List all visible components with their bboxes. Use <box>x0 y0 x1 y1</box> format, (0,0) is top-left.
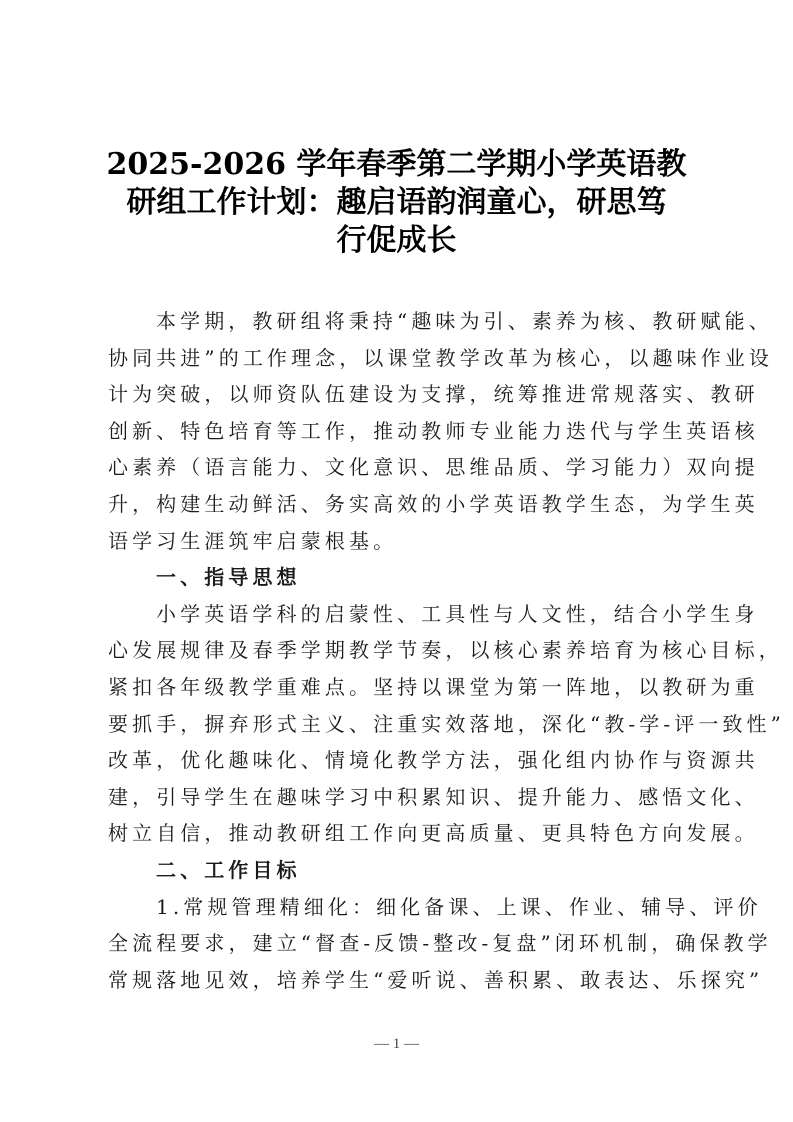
intro-paragraph-line: 心素养（语言能力、文化意识、思维品质、学习能力）双向提 <box>108 455 759 480</box>
intro-paragraph-line: 计为突破，以师资队伍建设为支撑，统筹推进常规落实、教研 <box>108 382 759 407</box>
section2-paragraph-line: 常规落地见效，培养学生“爱听说、善积累、敢表达、乐探究” <box>108 967 764 992</box>
section1-paragraph-line: 紧扣各年级教学重难点。坚持以课堂为第一阵地，以教研为重 <box>108 674 759 699</box>
section1-paragraph-line: 小学英语学科的启蒙性、工具性与人文性，结合小学生身 <box>156 601 759 626</box>
document-body <box>108 303 785 998</box>
document-title <box>96 146 697 260</box>
section2-paragraph-line: 全流程要求，建立“督查-反馈-整改-复盘”闭环机制，确保教学 <box>108 931 772 956</box>
page-number: — 1 — <box>374 1036 419 1052</box>
section2-paragraph-line: 1.常规管理精细化：细化备课、上课、作业、辅导、评价 <box>156 894 762 919</box>
intro-paragraph-line: 语学习生涯筑牢启蒙根基。 <box>108 528 398 553</box>
intro-paragraph-line: 协同共进”的工作理念，以课堂教学改革为核心，以趣味作业设 <box>108 345 774 370</box>
section1-paragraph-line: 要抓手，摒弃形式主义、注重实效落地，深化“教-学-评一致性” <box>108 711 785 736</box>
section1-paragraph-line: 改革，优化趣味化、情境化教学方法，强化组内协作与资源共 <box>108 748 759 773</box>
title-line: 行促成长 <box>336 223 457 258</box>
section1-paragraph-line: 树立自信，推动教研组工作向更高质量、更具特色方向发展。 <box>108 821 759 846</box>
intro-paragraph-line: 升，构建生动鲜活、务实高效的小学英语教学生态，为学生英 <box>108 491 759 516</box>
section1-paragraph-line: 建，引导学生在趣味学习中积累知识、提升能力、感悟文化、 <box>108 784 759 809</box>
section-heading-guiding-ideology: 一、指导思想 <box>156 565 301 590</box>
section-heading-work-goals: 二、工作目标 <box>156 857 301 882</box>
intro-paragraph-line: 本学期，教研组将秉持“趣味为引、素养为核、教研赋能、 <box>156 309 773 333</box>
intro-paragraph-line: 创新、特色培育等工作，推动教师专业能力迭代与学生英语核 <box>108 418 759 443</box>
title-line: 研组工作计划：趣启语韵润童心，研思笃 <box>126 185 667 220</box>
title-line: 2025-2026 学年春季第二学期小学英语教 <box>106 147 687 182</box>
section1-paragraph-line: 心发展规律及春季学期教学节奏，以核心素养培育为核心目标， <box>108 638 783 663</box>
